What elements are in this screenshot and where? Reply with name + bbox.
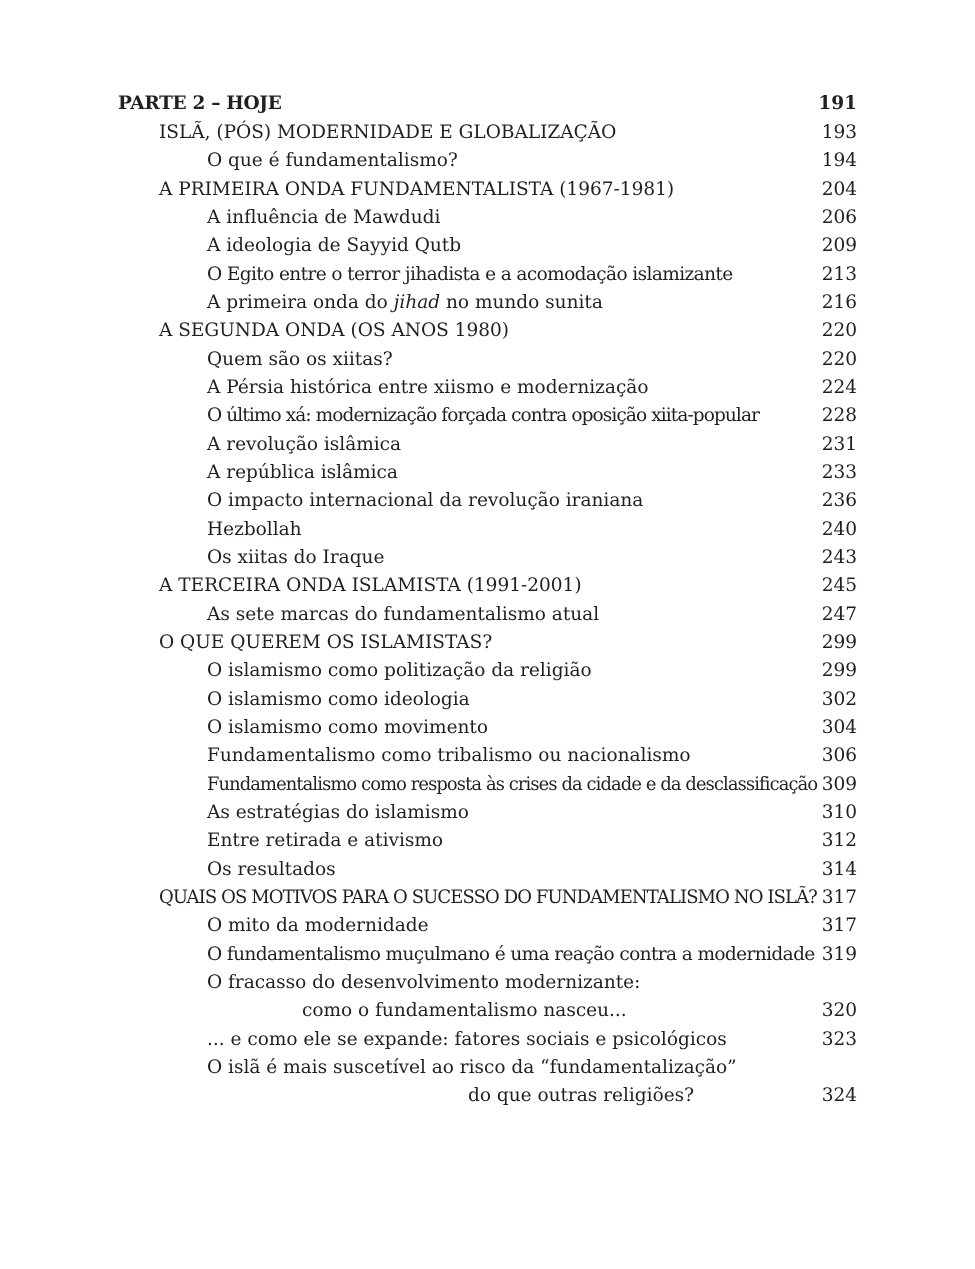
toc-section [0, 261, 975, 289]
toc-part-heading [0, 90, 975, 118]
toc-entry-page: 306 [821, 745, 857, 766]
toc-entry-page: 236 [821, 490, 857, 511]
toc-entry-title: A revolução islâmica [207, 434, 402, 455]
toc-entry-title: A ideologia de Sayyid Qutb [207, 235, 462, 256]
toc-entry-page: 304 [821, 717, 857, 738]
toc-section [0, 204, 975, 232]
toc-entry-title: O fracasso do desenvolvimento modernizante: [207, 972, 641, 993]
toc-entry-page: 309 [821, 774, 857, 795]
toc-entry-page: 193 [821, 122, 857, 143]
toc-entry-title: Fundamentalismo como tribalismo ou nacionalismo [207, 745, 691, 766]
toc-section [0, 941, 975, 969]
toc-entry-title: A influência de Mawdudi [207, 207, 441, 228]
toc-entry-title-italic: jihad [393, 292, 441, 313]
toc-entry-page: 302 [821, 689, 857, 710]
toc-section [0, 431, 975, 459]
toc-entry-page: 312 [821, 830, 857, 851]
toc-entry-title: O fundamentalismo muçulmano é uma reação contra a modernidade [207, 944, 815, 965]
toc-part-title: PARTE 2 – HOJE [118, 93, 282, 114]
toc-entry-page: 216 [821, 292, 857, 313]
toc-entry-title: ISLÃ, (PÓS) MODERNIDADE E GLOBALIZAÇÃO [159, 122, 617, 143]
toc-chapter [0, 629, 975, 657]
toc-entry-page: 220 [821, 349, 857, 370]
toc-section [0, 1054, 975, 1082]
toc-entry-title: Os resultados [207, 859, 336, 880]
toc-section-continuation [0, 997, 975, 1025]
toc-entry-page: 213 [821, 264, 857, 285]
toc-entry-title-end: no mundo sunita [440, 292, 603, 313]
toc-entry-page: 240 [821, 519, 857, 540]
toc-section [0, 459, 975, 487]
toc-section [0, 799, 975, 827]
toc-chapter [0, 572, 975, 600]
toc-chapter [0, 317, 975, 345]
toc-entry-page: 231 [821, 434, 857, 455]
toc-entry-title: Hezbollah [207, 519, 302, 540]
toc-entry-page: 323 [821, 1029, 857, 1050]
toc-section [0, 657, 975, 685]
toc-entry-title: como o fundamentalismo nasceu... [302, 1000, 627, 1021]
toc-entry-page: 220 [821, 320, 857, 341]
toc-entry-page: 194 [821, 150, 857, 171]
toc-entry-title: A república islâmica [207, 462, 398, 483]
toc-section [0, 714, 975, 742]
toc-entry-title: O QUE QUEREM OS ISLAMISTAS? [159, 632, 493, 653]
toc-entry-title: A PRIMEIRA ONDA FUNDAMENTALISTA (1967-1981) [159, 179, 675, 200]
toc-entry-page: 247 [821, 604, 857, 625]
toc-entry-title: O que é fundamentalismo? [207, 150, 458, 171]
toc-chapter [0, 884, 975, 912]
toc-section [0, 346, 975, 374]
toc-section [0, 487, 975, 515]
toc-section [0, 516, 975, 544]
toc-section [0, 827, 975, 855]
toc-entry-page: 224 [821, 377, 857, 398]
toc-entry-page: 320 [821, 1000, 857, 1021]
toc-entry-title: Quem são os xiitas? [207, 349, 393, 370]
toc-entry-page: 204 [821, 179, 857, 200]
toc-entry-title: O Egito entre o terror jihadista e a acomodação islamizante [207, 264, 733, 285]
toc-entry-page: 324 [821, 1085, 857, 1106]
toc-section [0, 856, 975, 884]
toc-chapter [0, 176, 975, 204]
toc-entry-title: A Pérsia histórica entre xiismo e modernização [207, 377, 649, 398]
toc-section [0, 232, 975, 260]
toc-entry-page: 299 [821, 660, 857, 681]
toc-entry-page: 317 [821, 887, 857, 908]
toc-section [0, 601, 975, 629]
toc-entry-title: O islamismo como movimento [207, 717, 489, 738]
toc-section [0, 289, 975, 317]
toc-entry-page: 206 [821, 207, 857, 228]
toc-entry-title-start: A primeira onda do [207, 292, 394, 313]
toc-entry-page: 317 [821, 915, 857, 936]
toc-entry-title: O islamismo como politização da religião [207, 660, 592, 681]
toc-entry-page: 245 [821, 575, 857, 596]
toc-entry-title: Os xiitas do Iraque [207, 547, 385, 568]
toc-entry-page: 314 [821, 859, 857, 880]
toc-part-page: 191 [818, 93, 857, 114]
toc-entry-title: ... e como ele se expande: fatores sociais e psicológicos [207, 1029, 727, 1050]
toc-entry-title: O mito da modernidade [207, 915, 429, 936]
toc-entry-page: 243 [821, 547, 857, 568]
toc-entry-title: As estratégias do islamismo [207, 802, 469, 823]
toc-entry-title: Fundamentalismo como resposta às crises da cidade e da desclassificação [207, 774, 818, 795]
toc-entry-title: A SEGUNDA ONDA (OS ANOS 1980) [159, 320, 509, 341]
toc-entry-title: O impacto internacional da revolução iraniana [207, 490, 644, 511]
toc-section-continuation [0, 1082, 975, 1110]
toc-section [0, 771, 975, 799]
toc-entry-title: do que outras religiões? [468, 1085, 695, 1106]
toc-entry-title: O último xá: modernização forçada contra oposição xiita-popular [207, 405, 760, 426]
toc-entry-title: Entre retirada e ativismo [207, 830, 444, 851]
toc-entry-page: 233 [821, 462, 857, 483]
toc-entry-title [207, 289, 603, 317]
toc-entry-title: A TERCEIRA ONDA ISLAMISTA (1991-2001) [159, 575, 582, 596]
toc-entry-title: As sete marcas do fundamentalismo atual [207, 604, 600, 625]
toc-section [0, 544, 975, 572]
toc-entry-page: 310 [821, 802, 857, 823]
toc-entry-page: 319 [821, 944, 857, 965]
toc-section [0, 686, 975, 714]
toc-section [0, 147, 975, 175]
toc-section [0, 402, 975, 430]
toc-entry-title: O islã é mais suscetível ao risco da “fundamentalização” [207, 1057, 737, 1078]
toc-section [0, 1026, 975, 1054]
toc-entry-page: 228 [821, 405, 857, 426]
toc-section [0, 374, 975, 402]
toc-section [0, 742, 975, 770]
toc-section [0, 912, 975, 940]
toc-entry-page: 299 [821, 632, 857, 653]
toc-entry-title: O islamismo como ideologia [207, 689, 470, 710]
toc-entry-page: 209 [821, 235, 857, 256]
toc-section [0, 969, 975, 997]
toc-entry-title: QUAIS OS MOTIVOS PARA O SUCESSO DO FUNDAMENTALISMO NO ISLÃ? [159, 887, 817, 908]
toc-chapter [0, 119, 975, 147]
